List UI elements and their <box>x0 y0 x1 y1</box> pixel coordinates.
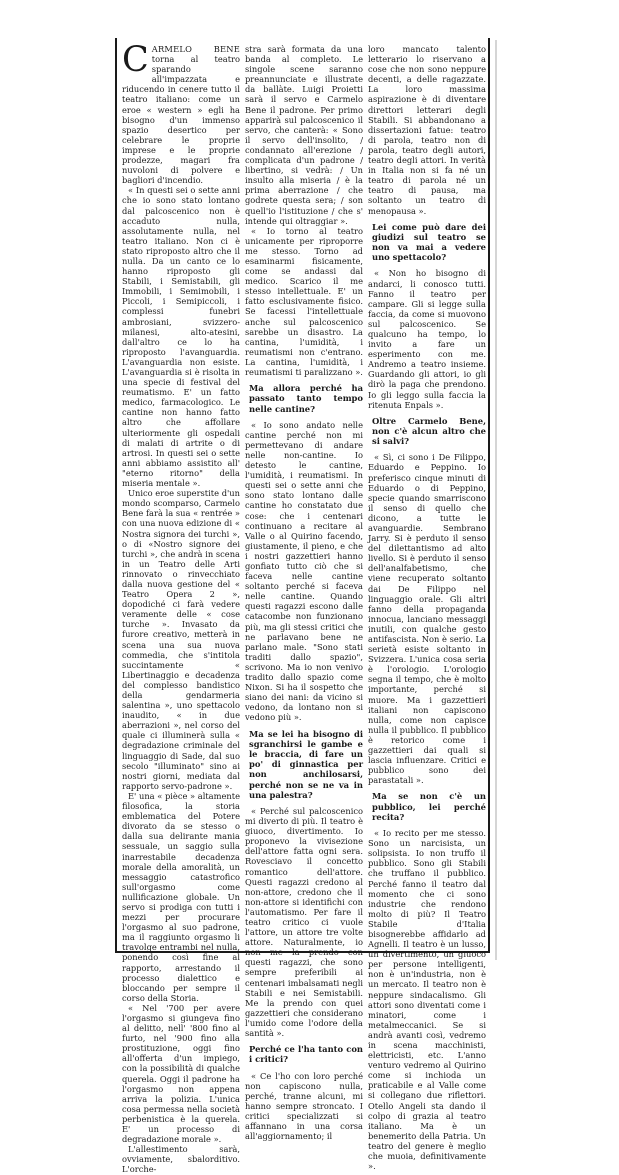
article-paragraph: « Io recito per me stesso. Sono un narcisista, un solipsista. Io non truffo il pubblico. Sono gli Stabili che truffano il pubblico. Perché fanno il teatro dal momento che ci sono industrie che rendono molto di più? Il Teatro Stabile d'Italia bisognerebbe affidarlo ad Agnelli. Il teatro è un lusso, un divertimento, un giuoco per persone intelligenti, non è un'industria, non è un mercato. Il teatro non è neppure sindacalismo. Gli attori sono diventati come i minatori, come i metalmeccanici. Se si andrà avanti così, vedremo in scena macchinisti, elettricisti, etc. L'anno venturo vedremo al Quirino come si inchioda un praticabile e al Valle come si collegano due riflettori. Otello Angeli sta dando il colpo di grazia al teatro italiano. Ma è un benemerito della Patria. Un teatro del genere è meglio che muoia, definitivamente ». <box>368 828 486 1172</box>
lead-text: torna al teatro sparando all'impazzata e riducendo in cenere tutto il teatro italiano: come un eroe « western » egli ha bisogno d'un immenso spazio desertico per celebrare le proprie imprese e le proprie prodezze, magari fra nuvoloni di polvere e bagliori d'incendio. <box>122 54 240 186</box>
article-paragraph: « Ce l'ho con loro perché non capiscono nulla, perché, tranne alcuni, mi hanno sempre stroncato. I critici specializzati si affannano in una corsa all'aggiornamento; il <box>245 1070 363 1142</box>
interview-question: Ma allora perché ha passato tanto tempo nelle cantine? <box>249 383 363 414</box>
column-2-flow <box>245 44 363 1141</box>
article-paragraph: E' una « pièce » altamente filosofica, la storia emblematica del Potere divorato da se stesso o dalla sua delirante mania sessuale, un saggio sulla inarrestabile decadenza morale della amoralità, un messaggio catastrofico sull'orgasmo come nullificazione globale. Un servo si prodiga con tutti i mezzi per procurare l'orgasmo al suo padrone, ma il raggiunto orgasmo li travolge entrambi nel nulla, ponendo così fine al rapporto, arrestando il processo dialettico e bloccando per sempre il corso della Storia. <box>122 790 240 1003</box>
interview-question: Ma se lei ha bisogno di sgranchirsi le gambe e le braccia, di fare un po' di ginnastica per non anchilosarsi, perché non se ne va in una palestra? <box>249 728 363 800</box>
article-paragraph: L'allestimento sarà, ovviamente, sbalorditivo. L'orche- <box>122 1144 240 1175</box>
lead-name-caps: ARMELO BENE <box>151 44 240 54</box>
drop-cap: C <box>122 40 149 80</box>
article-column-2 <box>245 44 363 1141</box>
article-paragraph: stra sarà formata da una banda al completo. Le singole scene saranno preannunciate e illustrate da ballàte. Luigi Proietti sarà il servo e Carmelo Bene il padrone. Per primo apparirà sul palcoscenico il servo, che canterà: « Sono il servo dell'insolito, / condannato all'erezione / complicata d'un padrone / libertino, si vedrà: / Un insulto alla miseria / è la prima aberrazione / che godrete questa sera; / son quell'io l'istituzione / che s' intende qui oltraggiar ». <box>245 44 363 226</box>
article-paragraph: « Nel '700 per avere l'orgasmo si giungeva fino al delitto, nell' '800 fino al furto, nel '900 fino alla prostituzione, oggi fino all'offerta d'un impiego, con la possibilità di qualche querela. Oggi il padrone ha l'orgasmo non appena arriva la polizia. L'unica cosa permessa nella società perbenistica è la querela. E' un processo di degradazione morale ». <box>122 1002 240 1145</box>
article-lead-paragraph <box>122 40 240 186</box>
interview-question: Perché ce l'ha tanto con i critici? <box>249 1044 363 1065</box>
column-1-flow <box>122 185 240 1174</box>
article-paragraph: Unico eroe superstite d'un mondo scomparso, Carmelo Bene farà la sua « rentrée » con una nuova edizione di « Nostra signora dei turchi », o di «Nostro signore dei turchi », che andrà in scena in un Teatro delle Arti rinnovato o rinvecchiato dalla nuova gestione del « Teatro Opera 2 », dopodiché ci farà vedere veramente delle « cose turche ». Invasato da furore creativo, metterà in scena una sua nuova commedia, che s'intitola succintamente « Libertinaggio e decadenza del complesso bandistico della gendarmeria salentina », uno spettacolo inaudito, « in due aberrazioni », nel corso del quale ci illuminerà sulla « degradazione criminale del linguaggio di Sade, dal suo secolo "illuminato" sino ai nostri giorni, mediata dal rapporto servo-padrone ». <box>122 488 240 791</box>
column-3-flow <box>368 44 486 1171</box>
article-column-1 <box>122 40 240 1175</box>
interview-question: Oltre Carmelo Bene, non c'è alcun altro che si salvi? <box>372 415 486 447</box>
article-column-3 <box>368 44 486 1171</box>
article-box <box>115 38 490 1175</box>
article-paragraph: « Io torno al teatro unicamente per riproporre me stesso. Torno ad esaminarmi fisicamente, come se andassi dal medico. Scarico il me stesso intellettuale. E' un fatto esclusivamente fisico. Se facessi l'intellettuale anche sul palcoscenico sarebbe un disastro. La cantina, l'umidità, i reumatismi non c'entrano. La cantina, l'umidità, i reumatismi ti paralizzano ». <box>245 225 363 377</box>
article-paragraph: « Perché sul palcoscenico mi diverto di più. Il teatro è giuoco, divertimento. Io proponevo la vivisezione dell'attore fatta ogni sera. Rovesciavo il concetto romantico dell'attore. Questi ragazzi credono al non-attore, credono che il non-attore si identifichi con l'automatismo. Per fare il teatro critico ci vuole l'attore, un attore tre volte attore. Naturalmente, io non me la prendo con questi ragazzi, che sono sempre preferibili ai centenari imbalsamati negli Stabili e nei Semistabili. Me la prendo con quei gazzettieri che considerano l'umido come l'odore della santità ». <box>245 805 363 1038</box>
article-paragraph: « Sì, ci sono i De Filippo, Eduardo e Peppino. Io preferisco cinque minuti di Eduardo o di Peppino, specie quando smarriscono il senso di quello che dicono, a tutte le avanguardie. Sembrano Jarry. Si è perduto il senso del dilettantismo ad alto livello. Si è perduto il senso dell'analfabetismo, che viene recuperato soltanto dai De Filippo nel linguaggio orale. Gli altri fanno della propaganda innocua, lanciano messaggi inutili, con qualche gesto antifascista. Non è serio. La serietà esiste soltanto in Svizzera. L'unica cosa seria è l'orologio. L'orologio segna il tempo, che è molto importante, perché si muore. Ma i gazzettieri italiani non capiscono nulla, come non capisce nulla il pubblico. Il pubblico è retorico come i gazzettieri dai quali si lascia influenzare. Critici e pubblico sono dei parastatali ». <box>368 452 486 786</box>
interview-question: Ma se non c'è un pubblico, lei perché recita? <box>372 791 486 822</box>
article-paragraph: « Io sono andato nelle cantine perché non mi permettevano di andare nelle non-cantine. Io detesto le cantine, l'umidità, i reumatismi. In questi sei o sette anni che sono stato lontano dalle cantine ho constatato due cose: che i centenari continuano a recitare al Valle o al Quirino facendo, giustamente, il pieno, e che i nostri gazzettieri hanno gonfiato tutto ciò che si faceva nelle cantine soltanto perché si faceva nelle cantine. Quando questi ragazzi escono dalle catacombe non funzionano più, ma gli stessi critici che ne parlavano bene ne parlano male. "Sono stati traditi dallo spazio", scrivono. Ma io non venivo tradito dallo spazio come Nixon. Si ha il sospetto che siano dei nani: da vicino si vedono, da lontano non si vedono più ». <box>245 419 363 723</box>
article-paragraph: loro mancato talento letterario lo riservano a cose che non sono neppure decenti, a delle ragazzate. La loro massima aspirazione è di diventare direttori letterari degli Stabili. Si abbandonano a dissertazioni fatue: teatro di parola, teatro non di parola, teatro degli autori, teatro degli attori. In verità in Italia non si fa né un teatro di parola né un teatro di pausa, ma soltanto un teatro di menopausa ». <box>368 44 486 216</box>
article-paragraph: « In questi sei o sette anni che io sono stato lontano dal palcoscenico non è accaduto nulla, assolutamente nulla, nel teatro italiano. Non ci è stato riproposto altro che il nulla. Da un canto ce lo hanno riproposto gli Stabili, i Semistabili, gli Immobili, i Semimobili, i Piccoli, i Semipiccoli, i complessi funebri ambrosiani, svizzero-milanesi, alto-atesini, dall'altro ce lo ha riproposto l'avanguardia. L'avanguardia non esiste. L'avanguardia si è risolta in una specie di festival del reumatismo. E' un fatto medico, farmacologico. Le cantine non hanno fatto altro che affollare ulteriormente gli ospedali di malati di artrite o di artrosi. In questi sei o sette anni abbiamo assistito all' "eterno ritorno" della miseria mentale ». <box>122 185 240 489</box>
page-column-rule <box>495 40 497 960</box>
interview-question: Lei come può dare dei giudizi sul teatro se non va mai a vedere uno spettacolo? <box>372 221 486 263</box>
article-paragraph: « Non ho bisogno di andarci, li conosco tutti. Fanno il teatro per campare. Gli si legge sulla faccia, da come si muovono sul palcoscenico. Se qualcuno ha tempo, lo invito a fare un esperimento con me. Andremo a teatro insieme. Guardando gli attori, io gli dirò la paga che prendono. Io gli leggo sulla faccia la ritenuta Enpals ». <box>368 268 486 410</box>
